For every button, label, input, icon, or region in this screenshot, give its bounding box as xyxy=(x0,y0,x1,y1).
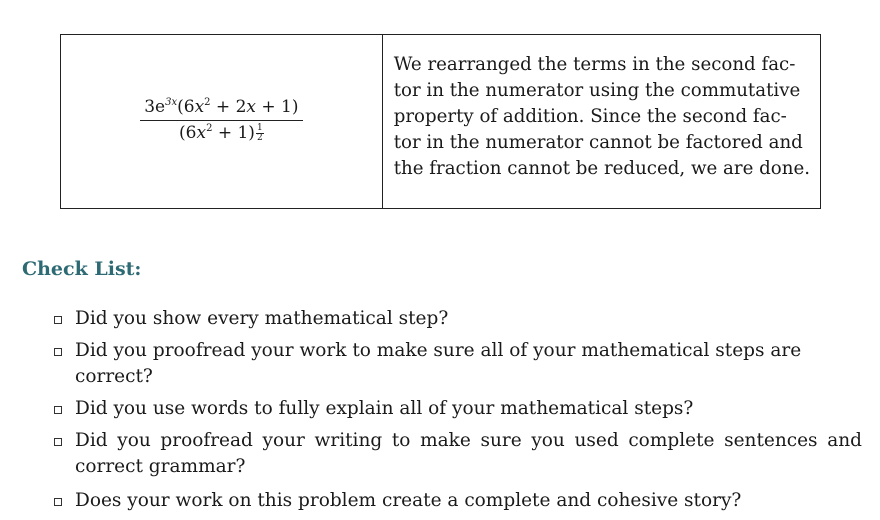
checkbox-icon[interactable] xyxy=(54,498,62,506)
explanation-line: We rearranged the terms in the second fac- xyxy=(393,54,796,75)
checkbox-icon[interactable] xyxy=(54,438,62,446)
checklist xyxy=(54,306,862,520)
checklist-item xyxy=(54,428,862,480)
explanation-line: property of addition. Since the second fac- xyxy=(393,106,787,127)
checkbox-icon[interactable] xyxy=(54,348,62,356)
math-cell xyxy=(61,35,383,208)
checklist-item xyxy=(54,396,862,422)
checkbox-icon[interactable] xyxy=(54,406,62,414)
checklist-heading: Check List: xyxy=(22,258,142,280)
math-fraction xyxy=(140,97,302,144)
half-exponent: $\frac{1}{2}$ xyxy=(256,123,263,144)
fraction-denominator: $(6x^2 + 1)$ $\frac{1}{2}$ xyxy=(179,123,263,144)
explanation-cell xyxy=(383,35,820,208)
step-table xyxy=(60,34,821,209)
checkbox-icon[interactable] xyxy=(54,316,62,324)
checklist-item xyxy=(54,338,862,390)
explanation-line: the fraction cannot be reduced, we are done. xyxy=(393,158,810,179)
explanation-line: tor in the numerator cannot be factored and xyxy=(393,132,803,153)
checklist-item-text: Did you proofread your work to make sure all of your mathematical steps are correct? xyxy=(75,340,802,387)
checklist-item-text: Did you proofread your writing to make sure you used complete sentences and correct grammar? xyxy=(75,430,862,477)
fraction-numerator: $3e^{3x}(6x^2 + 2x + 1)$ xyxy=(140,97,302,121)
checklist-item-text: Did you use words to fully explain all of your mathematical steps? xyxy=(75,398,694,419)
explanation-line: tor in the numerator using the commutative xyxy=(393,80,801,101)
checklist-item xyxy=(54,306,862,332)
checklist-item xyxy=(54,488,862,514)
checklist-item-text: Does your work on this problem create a complete and cohesive story? xyxy=(75,490,742,511)
checklist-item-text: Did you show every mathematical step? xyxy=(75,308,449,329)
